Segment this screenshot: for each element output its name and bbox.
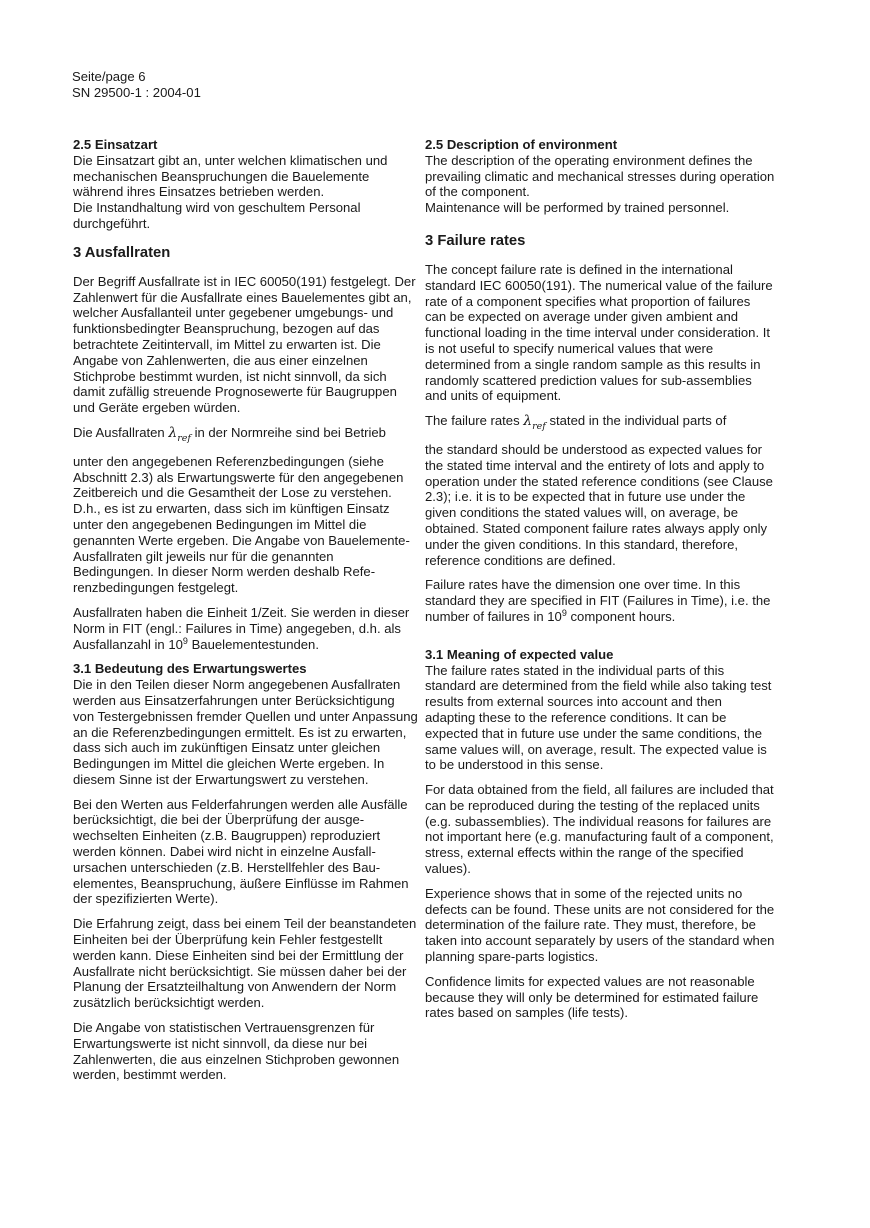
en-section-3-p2: the standard should be understood as expected values for the stated time interval and the entirety of lots and apply to operation under the stated reference conditions (see Clause 2.3); i.e. it is to be expected that in future use under the given conditions the stated values will, on average, be obtained. Stated component failure rates always apply only under the given conditions. In this standard, therefore, reference conditions are defined. — [425, 441, 773, 568]
english-column — [425, 137, 775, 1030]
en-section-3-p2-lead — [425, 413, 775, 433]
standard-id: SN 29500-1 : 2004-01 — [72, 85, 201, 100]
de-section-2-5-title: 2.5 Einsatzart — [73, 137, 158, 152]
en-section-3-1-p4: Confidence limits for expected values are not reasonable because they will only be determined for estimated failure rates based on samples (life tests). — [425, 973, 759, 1021]
de-lead-text-2: in der Normreihe sind bei Betrieb — [194, 424, 386, 440]
de-section-3-p3: Ausfallraten haben die Einheit 1/Zeit. Sie werden in dieser Norm in FIT (engl.: Failures in Time) angegeben, d.h. als Ausfallanzahl in $10^9$ Bauelementestunden. — [73, 604, 410, 652]
de-section-3-1-p2: Bei den Werten aus Felderfahrungen werden alle Ausfälle berücksichtigt, die bei der Überprüfung der ausgewechselten Einheiten (z.B. Baugruppen) reproduziert werden können. Dabei wird nicht in einzelne Ausfallursachen unterschieden (z.B. Herstellfehler des Bauelementes, Beanspruchung, äußere Einflüsse im Rahmen der spezifizierten Werte). — [73, 796, 409, 907]
de-section-3-1-p4: Die Angabe von statistischen Vertrauensgrenzen für Erwartungswerte ist nicht sinnvoll, da diese nur bei Zahlenwerten, die aus einzelnen Stichproben gewonnen werden, bestimmt werden. — [73, 1020, 400, 1083]
en-section-3-title: 3 Failure rates — [425, 232, 526, 249]
de-section-3-p1: Der Begriff Ausfallrate ist in IEC 60050(191) festgelegt. Der Zahlenwert für die Ausfallrate eines Bauelementes gibt an, welcher Ausfallanteil unter gegebener umgebungs- und funktionsbedingter Beanspruchung, bezogen auf das betrachtete Zeitintervall, im Mittel zu erwarten ist. Die Angabe von Zahlenwerten, die aus einer einzelnen Stichprobe bestimmt wurden, ist nicht sinnvoll, da sich damit zufällig streuende Prognosewerte für Baugruppen und Geräte ergeben würden. — [73, 273, 416, 416]
lambda-ref-symbol: $\lambda_{ref}$ — [523, 413, 546, 433]
de-section-2-5-p2: Die Instandhaltung wird von geschultem Personal durchgeführt. — [73, 200, 361, 231]
en-lead-text: The failure rates — [425, 413, 520, 429]
en-section-3-1-p3: Experience shows that in some of the rejected units no defects can be found. These units are not considered for the determination of the failure rate. They must, therefore, be taken into account separately by users of the standard when planning spare-parts logistics. — [425, 885, 775, 965]
de-section-3-title: 3 Ausfallraten — [73, 244, 171, 261]
de-section-3-1-p1: Die in den Teilen dieser Norm angegebenen Ausfallraten werden aus Einsatzerfahrungen unter Berücksichtigung von Testergebnissen fremder Quellen und unter Anpassung an die Referenzbedingungen ermittelt. Es ist zu erwarten, dass sich auch im zukünftigen Einsatz unter gleichen Bedingungen im Mittel die gleichen Werte ergeben. In diesem Sinne ist der Erwartungswert zu verstehen. — [73, 677, 418, 787]
de-section-3-1-title: 3.1 Bedeutung des Erwartungswertes — [73, 661, 307, 677]
en-section-2-5-title: 2.5 Description of environment — [425, 137, 618, 152]
en-section-2-5-p2: Maintenance will be performed by trained personnel. — [425, 200, 730, 216]
german-column — [73, 137, 418, 1092]
en-section-3-1-title: 3.1 Meaning of expected value — [425, 646, 614, 662]
lambda-ref-symbol: $\lambda_{ref}$ — [168, 424, 191, 444]
de-section-3-p2: unter den angegebenen Referenzbedingungen (siehe Abschnitt 2.3) als Erwartungswerte für den angegebenen Zeitbereich und die Gesamtheit der Lose zu verstehen. D.h., es ist zu erwarten, dass sich im künftigen Einsatz unter den angegebenen Bedingungen im Mittel die genannten Werte ergeben. Die Angabe von Bauelemente-Ausfallraten gilt jeweils nur für die genannten Bedingungen. In dieser Norm werden deshalb Referenzbedingungen festgelegt. — [73, 453, 410, 596]
de-lead-text: Die Ausfallraten — [73, 424, 165, 440]
en-section-3-p3: Failure rates have the dimension one over time. In this standard they are specified in FIT (Failures in Time), i.e. the number of failures in $10^9$ component hours. — [425, 577, 771, 624]
de-section-2-5-p1: Die Einsatzart gibt an, unter welchen klimatischen und mechanischen Beanspruchungen die Bauelemente während ihres Einsatzes betrieben werden. — [73, 152, 388, 200]
en-section-3-1-p2: For data obtained from the field, all failures are included that can be reproduced during the testing of the replaced units (e.g. subassemblies). The individual reasons for failures are not important here (e.g. manufacturing fault of a component, stress, external effects within the range of the specified values). — [425, 782, 774, 877]
en-lead-text-2: stated in the individual parts of — [549, 413, 727, 429]
en-section-2-5-p1: The description of the operating environment defines the prevailing climatic and mechanical stresses during operation of the component. — [425, 152, 775, 200]
de-section-3-1-p3: Die Erfahrung zeigt, dass bei einem Teil der beanstandeten Einheiten bei der Überprüfung kein Fehler festgestellt werden kann. Diese Einheiten sind bei der Ermittlung der Ausfallrate nicht berücksichtigt. Sie müssen daher bei der Planung der Ersatzteilhaltung von Anwendern der Norm zusätzlich berücksichtigt werden. — [73, 916, 417, 1011]
en-section-3-p1: The concept failure rate is defined in the international standard IEC 60050(191). The numerical value of the failure rate of a component specifies what proportion of failures can be expected on average under given ambient and functional loading in the time interval under consideration. It is not useful to specify numerical values that were determined from a single random sample as this results in randomly scattered prediction values for sub-assemblies and units of equipment. — [425, 261, 773, 404]
page-number: Seite/page 6 — [72, 69, 146, 84]
de-section-3-p2-lead — [73, 425, 418, 442]
en-section-3-1-p1: The failure rates stated in the individual parts of this standard are determined from the field while also taking test results from external sources into account and then adapting these to the reference conditions. It can be expected that in future use under the same conditions, the same values will, on average, result. The expected value is to be understood in this sense. — [425, 662, 772, 773]
page-header — [72, 69, 201, 101]
